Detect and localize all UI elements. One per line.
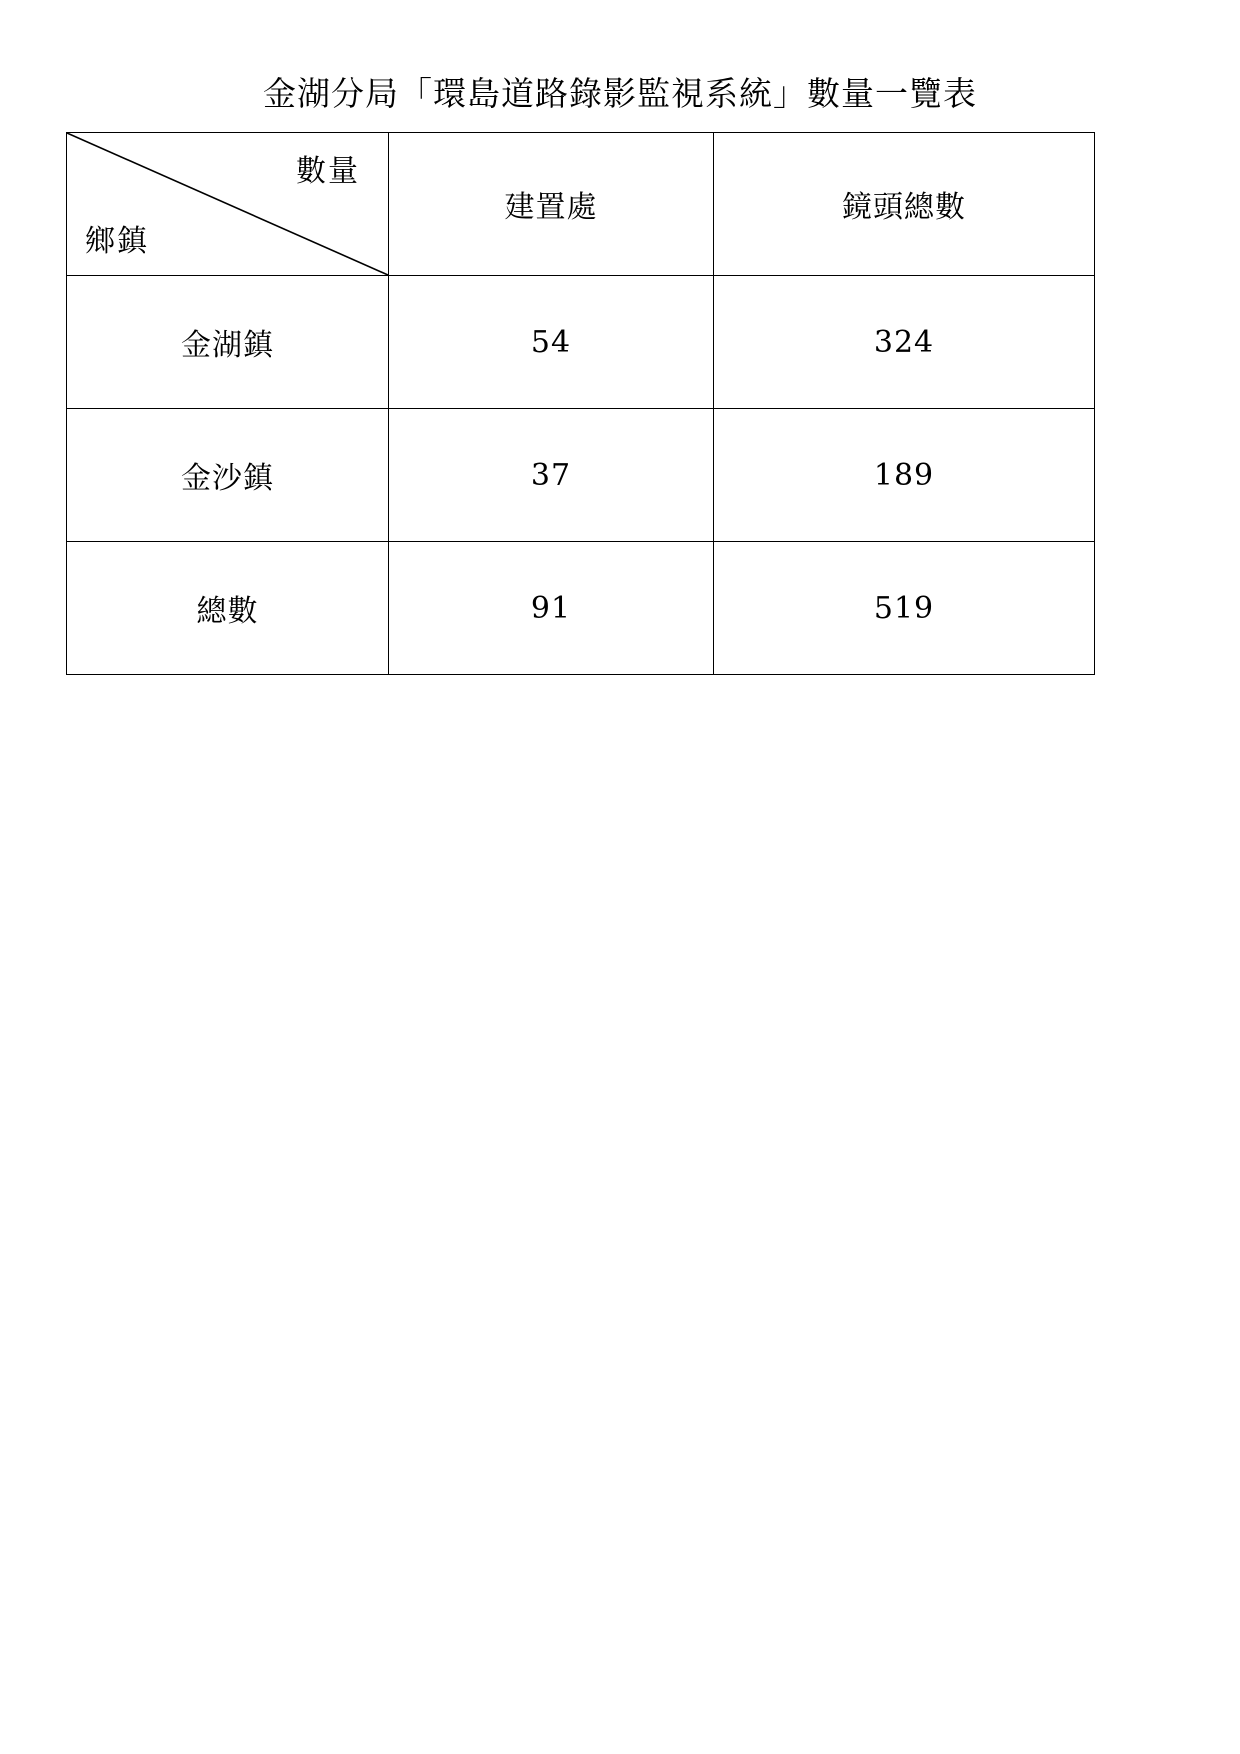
cell-jinhu-installations: 54 — [389, 276, 714, 409]
cell-total-installations: 91 — [389, 542, 714, 675]
table-row-total — [67, 542, 1095, 675]
table-corner-header — [67, 133, 389, 276]
cell-jinhu-cameras: 324 — [714, 276, 1095, 409]
surveillance-count-table — [66, 132, 1095, 675]
table-container — [66, 132, 1094, 675]
column-header-cameras: 鏡頭總數 — [714, 133, 1095, 276]
cell-jinsha-installations: 37 — [389, 409, 714, 542]
corner-quantity-label: 數量 — [296, 154, 360, 189]
corner-township-label: 鄉鎮 — [85, 224, 149, 259]
page-title: 金湖分局「環島道路錄影監視系統」數量一覽表 — [263, 74, 977, 113]
table-row — [67, 409, 1095, 542]
row-label-jinsha: 金沙鎮 — [67, 409, 389, 542]
row-label-jinhu: 金湖鎮 — [67, 276, 389, 409]
cell-jinsha-cameras: 189 — [714, 409, 1095, 542]
table-row — [67, 276, 1095, 409]
column-header-installations: 建置處 — [389, 133, 714, 276]
table-header-row — [67, 133, 1095, 276]
row-label-total: 總數 — [67, 542, 389, 675]
cell-total-cameras: 519 — [714, 542, 1095, 675]
